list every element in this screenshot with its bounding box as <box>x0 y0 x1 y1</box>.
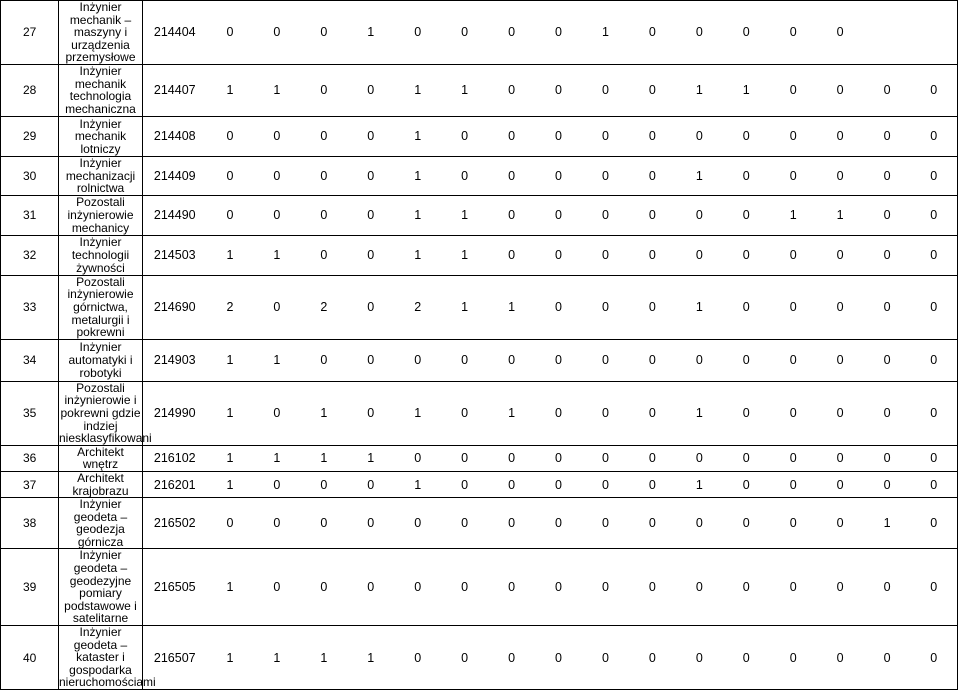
value-cell: 0 <box>347 156 394 195</box>
value-cell: 1 <box>394 116 441 156</box>
value-cell: 0 <box>864 275 911 339</box>
table-row <box>1 235 958 275</box>
value-cell: 0 <box>394 549 441 626</box>
value-cell: 0 <box>629 445 676 471</box>
value-cell: 0 <box>770 156 817 195</box>
value-cell: 0 <box>347 64 394 116</box>
table-row <box>1 156 958 195</box>
value-cell: 0 <box>770 498 817 549</box>
value-cell: 1 <box>676 64 723 116</box>
value-cell: 1 <box>207 549 254 626</box>
value-cell: 0 <box>207 116 254 156</box>
value-cell: 0 <box>864 549 911 626</box>
value-cell: 0 <box>347 116 394 156</box>
occupation-code: 216201 <box>143 471 207 497</box>
value-cell: 0 <box>911 471 958 497</box>
row-number: 27 <box>1 1 59 65</box>
value-cell: 1 <box>253 235 300 275</box>
value-cell: 0 <box>535 64 582 116</box>
value-cell: 0 <box>817 445 864 471</box>
value-cell: 0 <box>770 471 817 497</box>
value-cell: 0 <box>723 549 770 626</box>
value-cell: 0 <box>723 1 770 65</box>
value-cell: 0 <box>394 626 441 690</box>
value-cell: 0 <box>535 116 582 156</box>
table-row <box>1 275 958 339</box>
value-cell: 0 <box>207 195 254 235</box>
value-cell: 0 <box>582 381 629 445</box>
value-cell: 0 <box>582 471 629 497</box>
value-cell: 0 <box>488 549 535 626</box>
value-cell: 1 <box>676 156 723 195</box>
value-cell: 0 <box>535 445 582 471</box>
value-cell: 1 <box>207 471 254 497</box>
value-cell: 0 <box>770 116 817 156</box>
value-cell: 0 <box>770 275 817 339</box>
value-cell: 1 <box>441 64 488 116</box>
value-cell: 0 <box>441 549 488 626</box>
occupation-code: 214407 <box>143 64 207 116</box>
table-row <box>1 195 958 235</box>
occupation-name: Architekt wnętrz <box>59 445 143 471</box>
value-cell: 1 <box>676 471 723 497</box>
row-number: 34 <box>1 339 59 381</box>
value-cell: 0 <box>864 116 911 156</box>
value-cell: 0 <box>207 1 254 65</box>
value-cell: 0 <box>582 156 629 195</box>
value-cell: 0 <box>911 64 958 116</box>
value-cell: 1 <box>253 626 300 690</box>
value-cell: 0 <box>441 339 488 381</box>
value-cell: 0 <box>488 1 535 65</box>
value-cell: 0 <box>629 339 676 381</box>
value-cell: 0 <box>300 498 347 549</box>
value-cell: 0 <box>535 471 582 497</box>
value-cell: 0 <box>582 275 629 339</box>
value-cell: 1 <box>394 64 441 116</box>
value-cell: 1 <box>207 626 254 690</box>
value-cell: 0 <box>723 626 770 690</box>
value-cell: 0 <box>723 275 770 339</box>
value-cell: 0 <box>347 339 394 381</box>
occupation-name: Inżynier automatyki i robotyki <box>59 339 143 381</box>
row-number: 39 <box>1 549 59 626</box>
occupation-name: Inżynier geodeta – kataster i gospodarka nieruchomościami <box>59 625 156 690</box>
value-cell: 0 <box>817 549 864 626</box>
table-row <box>1 1 958 65</box>
value-cell: 0 <box>535 275 582 339</box>
table-row <box>1 381 958 445</box>
value-cell: 0 <box>864 339 911 381</box>
value-cell: 0 <box>676 445 723 471</box>
value-cell: 0 <box>488 235 535 275</box>
value-cell: 0 <box>817 64 864 116</box>
occupation-name: Pozostali inżynierowie i pokrewni gdzie indziej niesklasyfikowani <box>59 380 152 446</box>
value-cell: 1 <box>347 445 394 471</box>
value-cell: 0 <box>207 498 254 549</box>
value-cell <box>911 1 958 65</box>
value-cell: 0 <box>582 498 629 549</box>
value-cell: 1 <box>207 445 254 471</box>
occupation-name: Inżynier mechanik lotniczy <box>59 116 143 156</box>
value-cell: 0 <box>535 1 582 65</box>
value-cell: 0 <box>864 195 911 235</box>
occupation-name: Inżynier mechanik technologia mechaniczna <box>59 64 143 116</box>
value-cell: 0 <box>441 381 488 445</box>
value-cell: 1 <box>300 445 347 471</box>
occupation-code: 214408 <box>143 116 207 156</box>
value-cell: 0 <box>253 195 300 235</box>
value-cell: 1 <box>723 64 770 116</box>
value-cell: 1 <box>441 235 488 275</box>
value-cell: 1 <box>770 195 817 235</box>
value-cell: 0 <box>864 445 911 471</box>
value-cell: 0 <box>253 471 300 497</box>
value-cell: 0 <box>676 1 723 65</box>
value-cell: 0 <box>629 626 676 690</box>
table-row <box>1 339 958 381</box>
value-cell <box>864 1 911 65</box>
value-cell: 1 <box>676 275 723 339</box>
row-number: 30 <box>1 156 59 195</box>
value-cell: 0 <box>582 339 629 381</box>
value-cell: 0 <box>300 1 347 65</box>
value-cell: 0 <box>535 626 582 690</box>
value-cell: 0 <box>864 471 911 497</box>
occupation-code: 216505 <box>143 549 207 626</box>
value-cell: 0 <box>723 156 770 195</box>
value-cell: 0 <box>864 381 911 445</box>
value-cell: 0 <box>253 381 300 445</box>
value-cell: 1 <box>253 64 300 116</box>
value-cell: 0 <box>817 156 864 195</box>
value-cell: 0 <box>911 339 958 381</box>
table-row <box>1 626 958 690</box>
value-cell: 0 <box>535 549 582 626</box>
value-cell: 0 <box>817 1 864 65</box>
value-cell: 0 <box>347 471 394 497</box>
value-cell: 0 <box>911 156 958 195</box>
value-cell: 0 <box>488 116 535 156</box>
value-cell: 0 <box>441 445 488 471</box>
value-cell: 1 <box>488 381 535 445</box>
value-cell: 0 <box>488 156 535 195</box>
value-cell: 0 <box>911 275 958 339</box>
occupation-code: 214990 <box>143 381 207 445</box>
value-cell: 1 <box>253 339 300 381</box>
value-cell: 0 <box>253 1 300 65</box>
value-cell: 0 <box>770 339 817 381</box>
occupation-code: 216507 <box>143 626 207 690</box>
value-cell: 1 <box>864 498 911 549</box>
value-cell: 0 <box>864 235 911 275</box>
occupation-code: 216502 <box>143 498 207 549</box>
value-cell: 0 <box>676 549 723 626</box>
value-cell: 1 <box>394 471 441 497</box>
value-cell: 1 <box>207 64 254 116</box>
value-cell: 0 <box>207 156 254 195</box>
occupation-code: 216102 <box>143 445 207 471</box>
value-cell: 0 <box>535 339 582 381</box>
occupation-name: Inżynier technologii żywności <box>59 235 143 275</box>
value-cell: 0 <box>629 498 676 549</box>
row-number: 33 <box>1 275 59 339</box>
value-cell: 0 <box>770 64 817 116</box>
value-cell: 1 <box>394 156 441 195</box>
value-cell: 1 <box>300 626 347 690</box>
value-cell: 0 <box>629 381 676 445</box>
value-cell: 0 <box>911 235 958 275</box>
value-cell: 0 <box>770 445 817 471</box>
value-cell: 0 <box>723 116 770 156</box>
row-number: 38 <box>1 498 59 549</box>
occupation-name: Pozostali inżynierowie mechanicy <box>59 195 143 235</box>
value-cell: 1 <box>441 275 488 339</box>
table-row <box>1 498 958 549</box>
value-cell: 0 <box>676 235 723 275</box>
value-cell: 0 <box>535 381 582 445</box>
value-cell: 1 <box>207 339 254 381</box>
value-cell: 0 <box>770 549 817 626</box>
value-cell: 0 <box>770 381 817 445</box>
value-cell: 0 <box>300 64 347 116</box>
value-cell: 0 <box>347 235 394 275</box>
value-cell: 0 <box>300 116 347 156</box>
occupation-code: 214404 <box>143 1 207 65</box>
value-cell: 0 <box>394 445 441 471</box>
value-cell: 2 <box>300 275 347 339</box>
value-cell: 0 <box>770 235 817 275</box>
value-cell: 0 <box>582 626 629 690</box>
value-cell: 0 <box>394 339 441 381</box>
value-cell: 2 <box>207 275 254 339</box>
value-cell: 1 <box>488 275 535 339</box>
value-cell: 0 <box>723 498 770 549</box>
value-cell: 0 <box>911 498 958 549</box>
value-cell: 0 <box>300 156 347 195</box>
occupation-name: Inżynier mechanik – maszyny i urządzenia przemysłowe <box>59 1 143 65</box>
value-cell: 0 <box>441 498 488 549</box>
value-cell: 1 <box>817 195 864 235</box>
value-cell: 0 <box>441 116 488 156</box>
value-cell: 1 <box>394 195 441 235</box>
value-cell: 0 <box>676 498 723 549</box>
value-cell: 0 <box>582 64 629 116</box>
occupation-code: 214503 <box>143 235 207 275</box>
value-cell: 0 <box>629 195 676 235</box>
table-row <box>1 445 958 471</box>
value-cell: 0 <box>911 381 958 445</box>
value-cell: 0 <box>488 195 535 235</box>
value-cell: 0 <box>911 445 958 471</box>
value-cell: 0 <box>676 116 723 156</box>
value-cell: 0 <box>394 1 441 65</box>
value-cell: 0 <box>864 64 911 116</box>
value-cell: 0 <box>817 275 864 339</box>
occupation-code: 214690 <box>143 275 207 339</box>
value-cell: 0 <box>535 235 582 275</box>
occupation-name: Pozostali inżynierowie górnictwa, metalurgii i pokrewni <box>59 275 143 339</box>
table-row <box>1 471 958 497</box>
value-cell: 0 <box>488 498 535 549</box>
value-cell: 1 <box>207 381 254 445</box>
value-cell: 0 <box>629 156 676 195</box>
row-number: 31 <box>1 195 59 235</box>
value-cell: 2 <box>394 275 441 339</box>
value-cell: 1 <box>394 381 441 445</box>
value-cell: 0 <box>347 549 394 626</box>
value-cell: 1 <box>300 381 347 445</box>
value-cell: 0 <box>535 156 582 195</box>
value-cell: 0 <box>441 471 488 497</box>
value-cell: 0 <box>488 339 535 381</box>
value-cell: 0 <box>253 549 300 626</box>
value-cell: 0 <box>441 626 488 690</box>
value-cell: 0 <box>770 626 817 690</box>
value-cell: 0 <box>864 156 911 195</box>
value-cell: 1 <box>347 626 394 690</box>
value-cell: 0 <box>629 471 676 497</box>
value-cell: 0 <box>770 1 817 65</box>
value-cell: 0 <box>817 116 864 156</box>
row-number: 36 <box>1 445 59 471</box>
table-row <box>1 549 958 626</box>
value-cell: 0 <box>629 116 676 156</box>
value-cell: 0 <box>629 275 676 339</box>
value-cell: 0 <box>817 339 864 381</box>
value-cell: 0 <box>582 116 629 156</box>
occupation-name: Inżynier geodeta – geodezyjne pomiary podstawowe i satelitarne <box>59 549 143 626</box>
row-number: 29 <box>1 116 59 156</box>
value-cell: 0 <box>817 381 864 445</box>
value-cell: 0 <box>723 381 770 445</box>
value-cell: 0 <box>911 626 958 690</box>
value-cell: 0 <box>300 549 347 626</box>
value-cell: 0 <box>676 626 723 690</box>
value-cell: 0 <box>817 498 864 549</box>
value-cell: 0 <box>817 235 864 275</box>
value-cell: 0 <box>347 381 394 445</box>
table-row <box>1 116 958 156</box>
value-cell: 0 <box>535 195 582 235</box>
value-cell: 0 <box>582 235 629 275</box>
value-cell: 0 <box>535 498 582 549</box>
value-cell: 1 <box>676 381 723 445</box>
value-cell: 0 <box>253 275 300 339</box>
value-cell: 1 <box>394 235 441 275</box>
occupation-code: 214903 <box>143 339 207 381</box>
value-cell: 0 <box>253 498 300 549</box>
value-cell: 1 <box>253 445 300 471</box>
occupation-name: Inżynier mechanizacji rolnictwa <box>59 156 143 195</box>
value-cell: 0 <box>582 195 629 235</box>
table-row <box>1 64 958 116</box>
value-cell: 0 <box>347 498 394 549</box>
row-number: 35 <box>1 381 59 445</box>
value-cell: 1 <box>441 195 488 235</box>
value-cell: 0 <box>300 339 347 381</box>
value-cell: 0 <box>582 445 629 471</box>
value-cell: 0 <box>300 195 347 235</box>
value-cell: 0 <box>300 471 347 497</box>
value-cell: 0 <box>723 235 770 275</box>
value-cell: 0 <box>629 549 676 626</box>
value-cell: 0 <box>629 1 676 65</box>
value-cell: 0 <box>441 156 488 195</box>
table-body <box>1 1 958 690</box>
value-cell: 0 <box>676 195 723 235</box>
value-cell: 0 <box>347 195 394 235</box>
occupation-code: 214490 <box>143 195 207 235</box>
row-number: 28 <box>1 64 59 116</box>
value-cell: 0 <box>441 1 488 65</box>
value-cell: 0 <box>488 626 535 690</box>
occupation-name: Inżynier geodeta – geodezja górnicza <box>59 498 143 549</box>
value-cell: 0 <box>723 445 770 471</box>
row-number: 32 <box>1 235 59 275</box>
value-cell: 0 <box>911 549 958 626</box>
value-cell: 0 <box>817 471 864 497</box>
value-cell: 0 <box>582 549 629 626</box>
value-cell: 0 <box>253 156 300 195</box>
value-cell: 0 <box>723 471 770 497</box>
value-cell: 1 <box>347 1 394 65</box>
occupation-code: 214409 <box>143 156 207 195</box>
occupation-name: Architekt krajobrazu <box>59 471 143 497</box>
row-number: 37 <box>1 471 59 497</box>
value-cell: 0 <box>911 195 958 235</box>
value-cell: 0 <box>488 471 535 497</box>
value-cell: 0 <box>488 445 535 471</box>
value-cell: 0 <box>864 626 911 690</box>
value-cell: 0 <box>253 116 300 156</box>
row-number: 40 <box>1 626 59 690</box>
value-cell: 0 <box>488 64 535 116</box>
value-cell: 0 <box>911 116 958 156</box>
value-cell: 1 <box>582 1 629 65</box>
value-cell: 0 <box>629 64 676 116</box>
value-cell: 0 <box>300 235 347 275</box>
value-cell: 0 <box>629 235 676 275</box>
value-cell: 1 <box>207 235 254 275</box>
value-cell: 0 <box>723 339 770 381</box>
value-cell: 0 <box>394 498 441 549</box>
value-cell: 0 <box>817 626 864 690</box>
value-cell: 0 <box>676 339 723 381</box>
value-cell: 0 <box>347 275 394 339</box>
value-cell: 0 <box>723 195 770 235</box>
